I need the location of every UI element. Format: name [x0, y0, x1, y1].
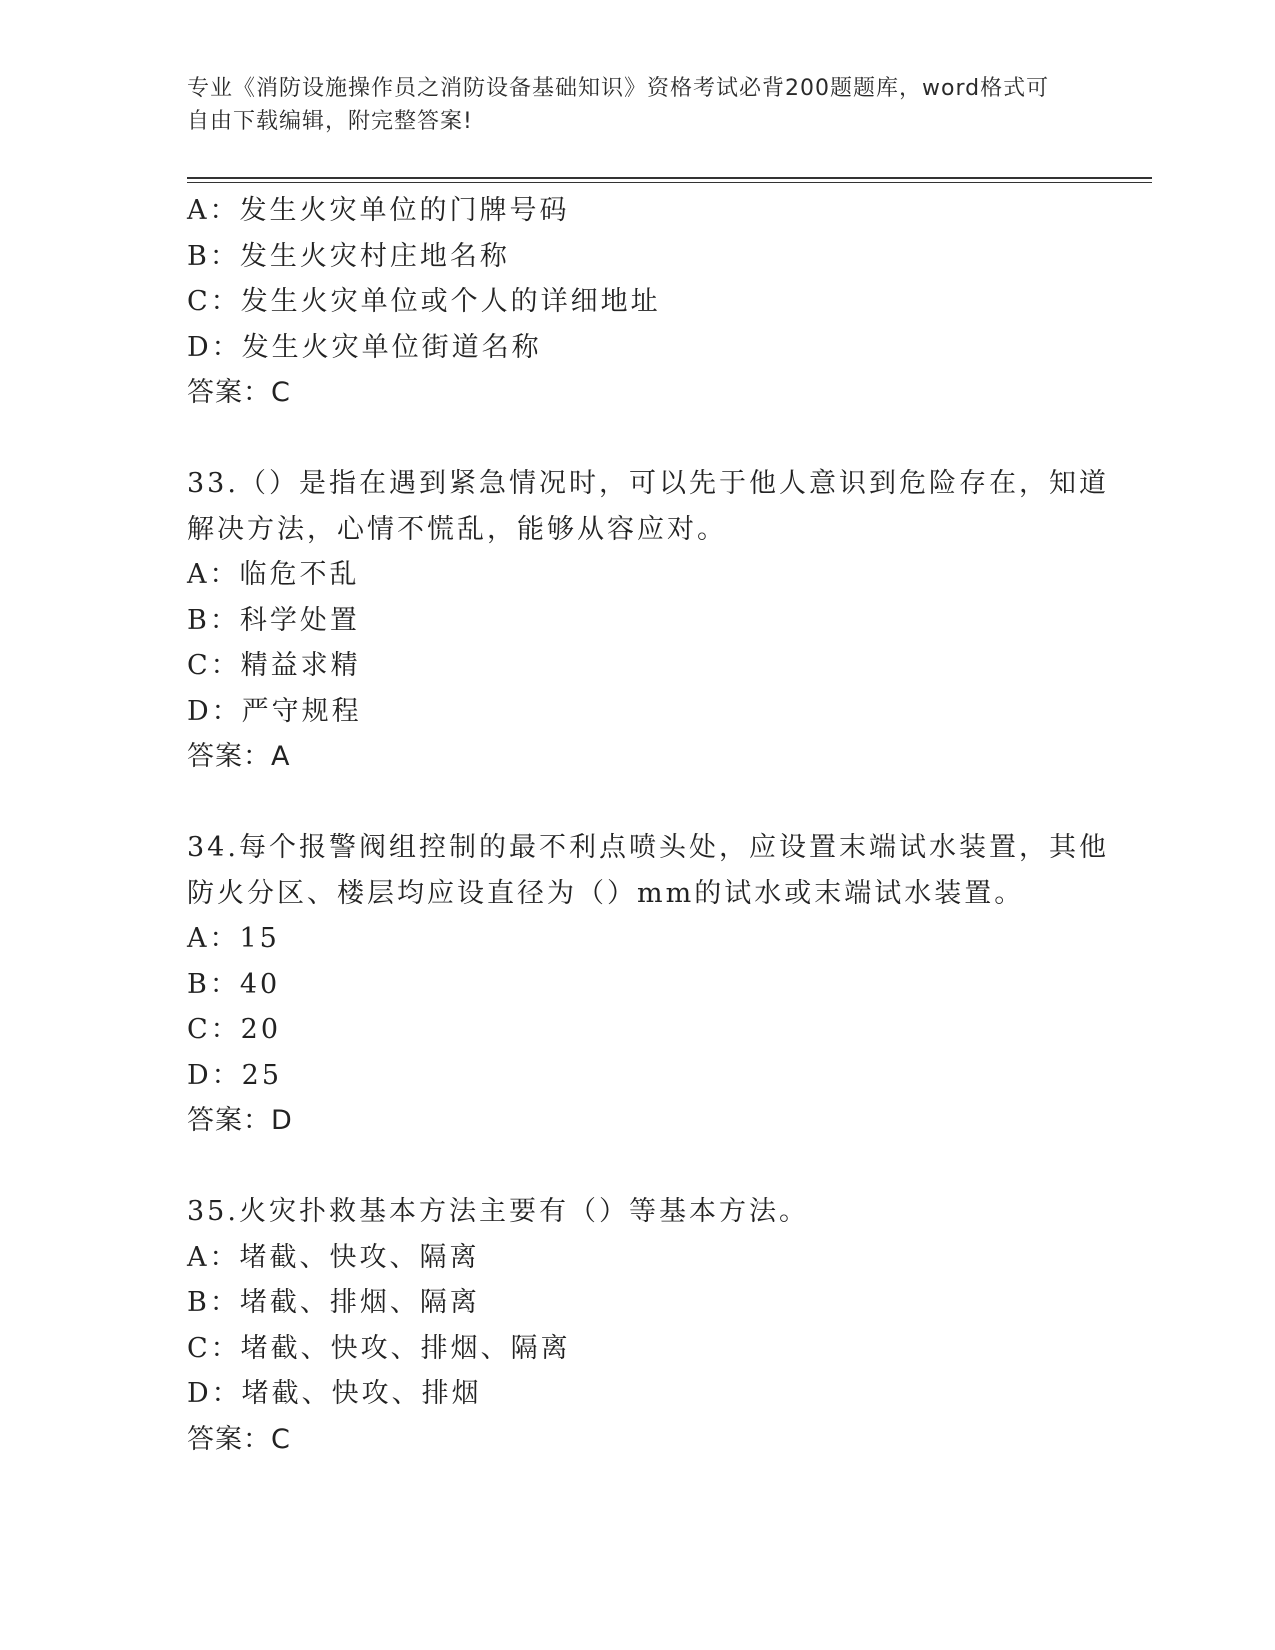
option-d: D：堵截、快攻、排烟	[187, 1378, 482, 1409]
option-c: C：20	[187, 1014, 282, 1045]
question-text-line-2: 解决方法，心情不慌乱，能够从容应对。	[187, 513, 727, 545]
spacer	[187, 1144, 1087, 1190]
answer-line: 答案：A	[187, 741, 291, 772]
question-33	[187, 461, 1109, 780]
question-continued	[187, 188, 1087, 416]
question-text-line-1: 35.火灾扑救基本方法主要有（）等基本方法。	[187, 1196, 809, 1227]
answer-line: 答案：D	[187, 1105, 293, 1136]
option-b: B：科学处置	[187, 604, 360, 636]
option-b: B：发生火灾村庄地名称	[187, 240, 510, 272]
option-a: A：15	[187, 923, 280, 954]
option-c: C：发生火灾单位或个人的详细地址	[187, 286, 661, 317]
answer-line: 答案：C	[187, 1423, 291, 1455]
question-34	[187, 825, 1109, 1144]
document-header: 专业《消防设施操作员之消防设备基础知识》资格考试必背200题题库，word格式可自由下载编辑，附完整答案!	[187, 76, 1050, 134]
option-a: A：发生火灾单位的门牌号码	[187, 195, 570, 226]
question-list	[187, 188, 1109, 1462]
option-b: B：40	[187, 968, 281, 1000]
answer-line: 答案：C	[187, 377, 291, 408]
option-a: A：堵截、快攻、隔离	[187, 1241, 480, 1273]
option-a: A：临危不乱	[187, 559, 360, 590]
question-35	[187, 1189, 1087, 1462]
spacer	[187, 780, 1087, 826]
header-divider-thin	[187, 182, 1152, 183]
question-text-line-2: 防火分区、楼层均应设直径为（）mm的试水或末端试水装置。	[187, 877, 1025, 909]
option-b: B：堵截、排烟、隔离	[187, 1287, 480, 1318]
option-c: C：堵截、快攻、排烟、隔离	[187, 1332, 571, 1364]
question-text-line-1: 34.每个报警阀组控制的最不利点喷头处，应设置末端试水装置，其他	[187, 832, 1109, 863]
header-divider-thick	[187, 177, 1152, 179]
option-d: D：发生火灾单位街道名称	[187, 331, 542, 363]
option-d: D：严守规程	[187, 695, 362, 727]
question-text-line-1: 33.（）是指在遇到紧急情况时，可以先于他人意识到危险存在，知道	[187, 468, 1109, 499]
option-c: C：精益求精	[187, 650, 361, 681]
spacer	[187, 416, 1087, 462]
option-d: D：25	[187, 1059, 283, 1091]
